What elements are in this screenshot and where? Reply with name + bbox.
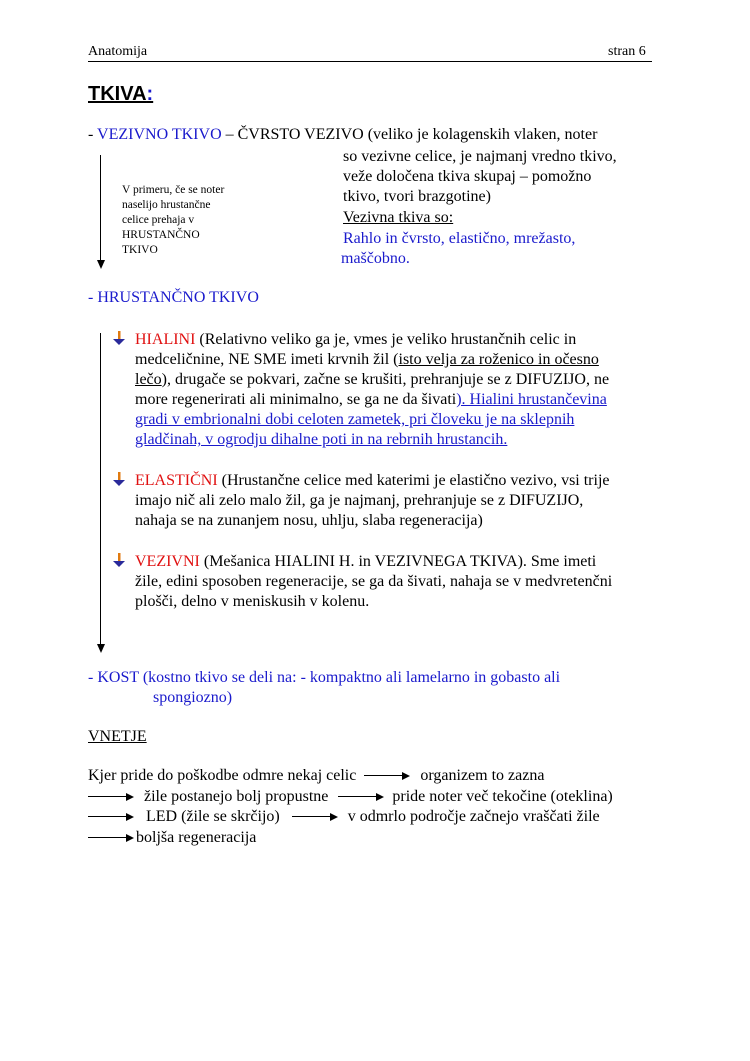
arrow-right-icon [364,771,410,781]
side-note: HRUSTANČNO [122,229,200,241]
vnetje-step: v odmrlo področje začnejo vraščati žile [347,808,600,825]
hialini-underlined: isto velja za roženico in očesno [398,351,599,368]
bullet-arrow-icon [112,472,126,488]
arrow-right-icon [338,792,384,802]
hrustancno-heading: - HRUSTANČNO TKIVO [88,289,259,306]
vnetje-line [88,807,600,827]
vezivni-line [135,552,596,572]
hialini-text: medceličnine, NE SME imeti krvnih žil ( [135,351,399,368]
header-rule [88,61,652,62]
side-note: naselijo hrustančne [122,199,211,211]
down-arrow-icon [97,260,105,269]
down-arrow-icon [97,644,105,653]
arrow-right-icon [88,833,134,843]
hialini-text: ), drugače se pokvari, začne se krušiti, prehranjuje se z DIFUZIJO, ne [161,371,610,388]
hialini-line [135,330,576,350]
vezivno-text: tkivo, tvori brazgotine) [343,188,491,205]
vezivna-tkiva-list: maščobno. [341,250,410,267]
header-page-number: stran 6 [608,44,646,59]
vezivni-text: plošči, delno v meniskusih v kolenu. [135,593,370,610]
dash: - [88,126,98,143]
elasticni-name: ELASTIČNI [135,472,218,489]
hialini-blue-note: ). Hialini hrustančevina [456,391,607,408]
vezivno-name: VEZIVNO TKIVO [97,126,222,143]
vnetje-line [88,828,256,848]
vezivna-tkiva-list: Rahlo in čvrsto, elastično, mrežasto, [343,230,576,247]
arrow-right-icon [88,792,134,802]
kost-text: spongiozno) [153,689,233,706]
hialini-underlined: lečo [135,371,162,388]
vnetje-line [88,766,544,786]
vezivno-text: veže določena tkiva skupaj – pomožno [343,168,592,185]
vezivni-text: žile, edini sposoben regeneracije, se ga da šivati, nahaja se v medvretenčni [135,573,613,590]
vnetje-step: pride noter več tekočine (oteklina) [392,788,613,805]
down-arrow-line [100,333,101,644]
header-title: Anatomija [88,44,148,59]
vnetje-line [88,787,613,807]
arrow-right-icon [88,812,134,822]
elasticni-text: (Hrustančne celice med katerimi je elastično vezivo, vsi trije [217,472,610,489]
vnetje-step: žile postanejo bolj propustne [144,788,329,805]
vnetje-step: boljša regeneracija [136,829,257,846]
vezivni-name: VEZIVNI [135,553,200,570]
vnetje-heading: VNETJE [88,728,147,745]
arrow-right-icon [292,812,338,822]
page-title [88,83,153,106]
hialini-line [135,350,599,370]
side-note: V primeru, če se noter [122,184,225,196]
down-arrow-line [100,155,101,260]
hialini-name: HIALINI [135,331,196,348]
hialini-text: (Relativno veliko ga je, vmes je veliko hrustančnih celic in [195,331,577,348]
vezivna-tkiva-heading: Vezivna tkiva so: [343,209,454,226]
vezivno-text: – ČVRSTO VEZIVO (veliko je kolagenskih vlaken, noter [221,126,598,143]
title-text: TKIVA [88,83,147,105]
hialini-blue-note: gladčinah, v ogrodju dihalne poti in na rebrnih hrustancih. [135,431,508,448]
hialini-line [135,390,607,410]
bullet-arrow-icon [112,553,126,569]
hialini-blue-note: gradi v embrionalni dobi celoten zametek, pri človeku je na sklepnih [135,411,575,428]
vezivni-text: (Mešanica HIALINI H. in VEZIVNEGA TKIVA). Sme imeti [199,553,597,570]
vezivno-text: so vezivne celice, je najmanj vredno tkivo, [343,148,617,165]
hialini-text: more regenerirati ali minimalno, se ga ne da šivati [135,391,457,408]
hialini-line [135,370,609,390]
vnetje-step: Kjer pride do poškodbe odmre nekaj celic [88,767,357,784]
bullet-arrow-icon [112,331,126,347]
elasticni-line [135,471,610,491]
side-note: TKIVO [122,244,158,256]
elasticni-text: imajo nič ali zelo malo žil, ga je najmanj, prehranjuje se z DIFUZIJO, [135,492,584,509]
title-colon: : [146,83,154,105]
elasticni-text: nahaja se na zunanjem nosu, uhlju, slaba regeneracija) [135,512,483,529]
vnetje-step: LED (žile se skrčijo) [146,808,280,825]
kost-heading: - KOST (kostno tkivo se deli na: - kompaktno ali lamelarno in gobasto ali [88,669,561,686]
vnetje-step: organizem to zazna [420,767,545,784]
vezivno-line [88,125,597,145]
side-note: celice prehaja v [122,214,195,226]
